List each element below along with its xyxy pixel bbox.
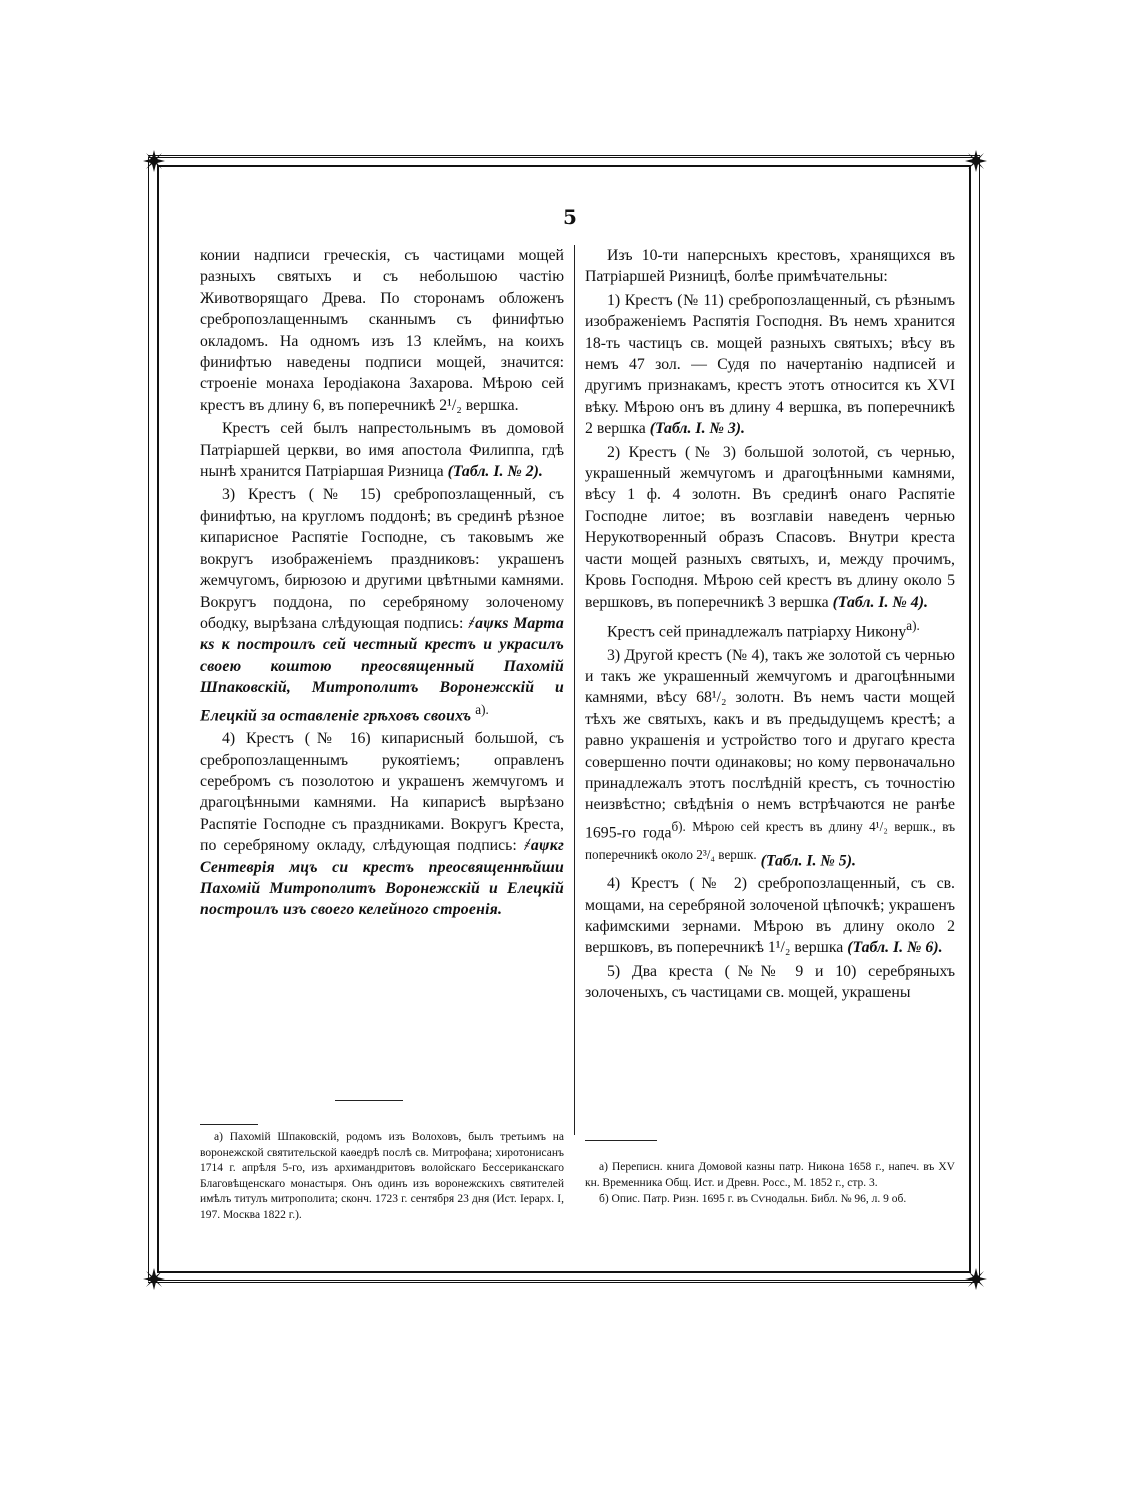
column-divider	[574, 245, 575, 1135]
paragraph: 1) Крестъ (№ 11) сребропозлащенный, съ рѣзнымъ изображеніемъ Распятія Господня. Въ немъ хранится 18-ть частицъ св. мощей разныхъ святыхъ; вѣсу въ немъ 47 зол. — Судя по начертанію надписей и другимъ признакамъ, крестъ этотъ относится къ XVI вѣку. Мѣрою онъ въ длину 4 вершка, въ поперечникѣ 2 вершка (Табл. I. № 3).	[585, 291, 955, 438]
paragraph: Крестъ сей принадлежалъ патріарху Никону$^{а).}$	[607, 617, 920, 641]
corner-ornament-icon	[143, 150, 165, 172]
footnote: а) Переписн. книга Домовой казны патр. Никона 1658 г., напеч. въ XV кн. Временника Общ. Ист. и Древн. Росс., М. 1852 г., стр. 3.	[585, 1161, 955, 1189]
page-number: 5	[563, 205, 577, 229]
paragraph: 3) Крестъ (№ 15) сребропозлащенный, съ финифтью, на кругломъ поддонѣ; въ срединѣ рѣзное кипарисное Распятіе Господне, съ таковымъ же вокругъ изображеніемъ праздниковъ: украшенъ жемчугомъ, бирюзою и другими цвѣтными камнями. Вокругъ поддона, по серебряному золоченому ободку, вырѣзана слѣдующая подпись: ҂аѱкѕ Марта кѕ к построилъ сей честный крестъ и украсилъ своею коштою преосвященный Пахомій Шпаковскій, Митрополитъ Воронежскій и Елецкій за оставленіе грѣховъ своихъ $^{а).}$	[200, 486, 564, 724]
slavonic-inscription: ҂аѱкѕ Марта кѕ к построилъ сей честный крестъ и украсилъ своею коштою преосвященный Пахомій Шпаковскій, Митрополитъ Воронежскій и Елецкій за оставленіе грѣховъ своихъ	[200, 614, 564, 724]
footnotes-left	[200, 1130, 564, 1224]
paragraph: 4) Крестъ (№ 2) сребропозлащенный, съ св. мощами, на серебряной золоченой цѣпочкѣ; украшенъ кафимскими зернами. Мѣрою въ длину около 2 вершковъ, въ поперечникѣ 1¹/₂ вершка (Табл. I. № 6).	[585, 875, 955, 957]
table-reference: (Табл. I. № 3).	[649, 420, 745, 438]
paragraph: Крестъ сей былъ напрестольнымъ въ домовой Патріаршей церкви, во имя апостола Филиппа, гдѣ нынѣ хранится Патріаршая Ризница (Табл. I. № 2).	[200, 420, 564, 481]
footnote-rule	[200, 1124, 258, 1125]
corner-ornament-icon	[143, 1268, 165, 1290]
footnote: а) Пахомій Шпаковскій, родомъ изъ Волоховъ, былъ третьимъ на воронежской святительской каѳедрѣ послѣ св. Митрофана; хиротонисанъ 1714 г. апрѣля 5-го, изъ архимандритовъ волойскаго Бессериканскаго Благовѣщенскаго монастыря. Онъ одинъ изъ воронежскихъ святителей имѣлъ титулъ митрополита; сконч. 1723 г. сентября 23 дня (Ист. Іерарх. I, 197. Москва 1822 г.).	[200, 1131, 564, 1221]
paragraph: Изъ 10-ти наперсныхъ крестовъ, хранящихся въ Патріаршей Ризницѣ, болѣе примѣчательны:	[585, 247, 955, 286]
left-column	[200, 245, 564, 921]
table-reference: (Табл. I. № 6).	[847, 939, 943, 957]
right-column	[585, 245, 955, 1004]
paragraph: 3) Другой крестъ (№ 4), такъ же золотой съ чернью и такъ же украшенный жемчугомъ и драгоцѣнными камнями, вѣсу 68¹/₂ золотн. Въ немъ части мощей тѣхъ же святыхъ, какъ и въ предыдущемъ крестѣ; а равно украшенія и устройство того и другаго креста совершенно почти одинаковы; но кому первоначально принадлежалъ этотъ послѣдній крестъ, съ точностію неизвѣстно; свѣдѣнія о немъ встрѣчаются не ранѣе 1695-го года$^{б). Мѣрою сей крестъ въ длину 4^1/_2 вершк., въ поперечникѣ около 2^3/_4 вершк.}$ (Табл. I. № 5).	[585, 646, 955, 869]
footnote-marker: а).	[475, 701, 489, 717]
footnote-marker: а).	[906, 617, 920, 633]
footnote-marker: б). Мѣрою сей крестъ въ длину 4¹/₂ вершк., въ поперечникѣ около 2³/₄ вершк.	[585, 818, 955, 862]
table-reference: (Табл. I. № 2).	[447, 463, 543, 481]
footnotes-right	[585, 1160, 955, 1209]
footnote-rule	[585, 1140, 657, 1141]
slavonic-inscription: ҂аѱкг Сентеврія мцъ си крестъ преосвященнѣйши Пахомій Митрополитъ Воронежскій и Елецкій построилъ изъ своего келейного строенія.	[200, 837, 564, 919]
paragraph: конии надписи греческія, съ частицами мощей разныхъ святыхъ и съ небольшою частію Животворящаго Древа. По сторонамъ обложенъ сребропозлащеннымъ сканнымъ съ финифтью окладомъ. На одномъ изъ 13 клеймъ, на коихъ финифтью наведены подписи мощей, значится: строеніе монаха Іеродіакона Захарова. Мѣрою сей крестъ въ длину 6, въ поперечникѣ 2¹/₂ вершка.	[200, 247, 564, 414]
footnote: б) Опис. Патр. Ризн. 1695 г. въ Сѵнодальн. Библ. № 96, л. 9 об.	[599, 1193, 907, 1205]
paragraph: 4) Крестъ (№ 16) кипарисный большой, съ сребропозлащеннымъ рукоятіемъ; оправленъ серебромъ съ позолотою и украшенъ жемчугомъ и драгоцѣнными камнями. На кипарисѣ вырѣзано Распятіе Господне съ праздниками. Вокругъ Креста, по серебряному окладу, слѣдующая подпись: ҂аѱкг Сентеврія мцъ си крестъ преосвященнѣйши Пахомій Митрополитъ Воронежскій и Елецкій построилъ изъ своего келейного строенія.	[200, 730, 564, 919]
corner-ornament-icon	[965, 150, 987, 172]
paragraph: 5) Два креста (№№ 9 и 10) серебряныхъ золоченыхъ, съ частицами св. мощей, украшены	[585, 962, 955, 1002]
corner-ornament-icon	[965, 1268, 987, 1290]
table-reference: (Табл. I. № 5).	[760, 851, 856, 869]
section-end-rule	[335, 1100, 403, 1101]
paragraph: 2) Крестъ (№ 3) большой золотой, съ чернью, украшенный жемчугомъ и драгоцѣнными камнями, вѣсу 1 ф. 4 золотн. Въ срединѣ онаго Распятіе Господне литое; въ возглавіи наведенъ чернью Нерукотворенный образъ Спасовъ. Внутри креста части мощей разныхъ святыхъ, и, между прочимъ, Кровь Господня. Мѣрою сей крестъ въ длину около 5 вершковъ, въ поперечникѣ 3 вершка (Табл. I. № 4).	[585, 443, 955, 611]
table-reference: (Табл. I. № 4).	[832, 593, 928, 611]
